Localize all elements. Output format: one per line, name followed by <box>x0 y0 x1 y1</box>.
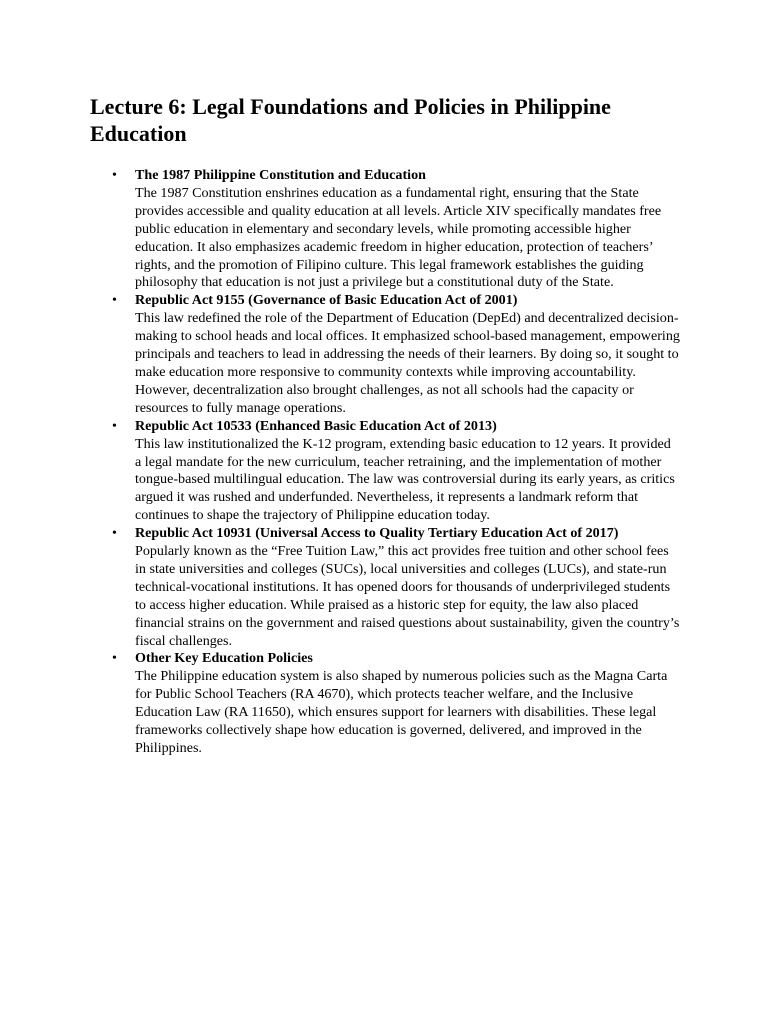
item-body: Popularly known as the “Free Tuition Law,” this act provides free tuition and other school fees in state universities and colleges (SUCs), local universities and colleges (LUCs), and state-run technical-vocational institutions. It has opened doors for thousands of underprivileged students to access higher education. While praised as a historic step for equity, the law also placed financial strains on the government and raised questions about sustainability, given the country’s fiscal challenges. <box>135 543 680 649</box>
list-item-constitution <box>90 167 680 292</box>
item-heading: Other Key Education Policies <box>135 650 313 667</box>
list-item-ra-10931 <box>90 525 680 650</box>
bullet-icon: • <box>112 168 117 183</box>
bullet-icon: • <box>112 293 117 309</box>
list-item-other-policies <box>90 650 680 757</box>
page-title: Lecture 6: Legal Foundations and Policies in Philippine Education <box>90 94 611 146</box>
item-heading: Republic Act 9155 (Governance of Basic Education Act of 2001) <box>135 292 518 309</box>
list-item-ra-9155 <box>90 292 680 417</box>
bullet-icon: • <box>112 651 117 667</box>
item-body: The 1987 Constitution enshrines education as a fundamental right, ensuring that the State provides accessible and quality education at all levels. Article XIV specifically mandates free public education in elementary and secondary levels, while promoting accessible higher education. It also emphasizes academic freedom in higher education, protection of teachers’ rights, and the promotion of Filipino culture. This legal framework establishes the guiding philosophy that education is not just a privilege but a constitutional duty of the State. <box>135 184 662 291</box>
document-page <box>90 93 680 758</box>
item-body: The Philippine education system is also shaped by numerous policies such as the Magna Carta for Public School Teachers (RA 4670), which protects teacher welfare, and the Inclusive Education Law (RA 11650), which ensures support for learners with disabilities. These legal frameworks collectively shape how education is governed, delivered, and improved in the Philippines. <box>135 668 668 756</box>
policy-list <box>90 167 680 758</box>
list-item-ra-10533 <box>90 418 680 525</box>
bullet-icon: • <box>112 526 117 542</box>
item-body: This law institutionalized the K-12 program, extending basic education to 12 years. It provided a legal mandate for the new curriculum, teacher retraining, and the implementation of mother tongue-based multilingual education. The law was controversial during its early years, as critics argued it was rushed and underfunded. Nevertheless, it represents a landmark reform that continues to shape the trajectory of Philippine education today. <box>135 435 675 524</box>
bullet-icon: • <box>112 418 117 434</box>
item-heading: Republic Act 10533 (Enhanced Basic Education Act of 2013) <box>135 417 497 434</box>
item-heading: Republic Act 10931 (Universal Access to Quality Tertiary Education Act of 2017) <box>135 525 619 542</box>
item-heading: The 1987 Philippine Constitution and Education <box>135 167 426 183</box>
item-body: This law redefined the role of the Department of Education (DepEd) and decentralized decision-making to school heads and local offices. It emphasized school-based management, empowering principals and teachers to lead in addressing the needs of their learners. By doing so, it sought to make education more responsive to community contexts while improving accountability. However, decentralization also brought challenges, as not all schools had the capacity or resources to fully manage operations. <box>135 310 680 416</box>
